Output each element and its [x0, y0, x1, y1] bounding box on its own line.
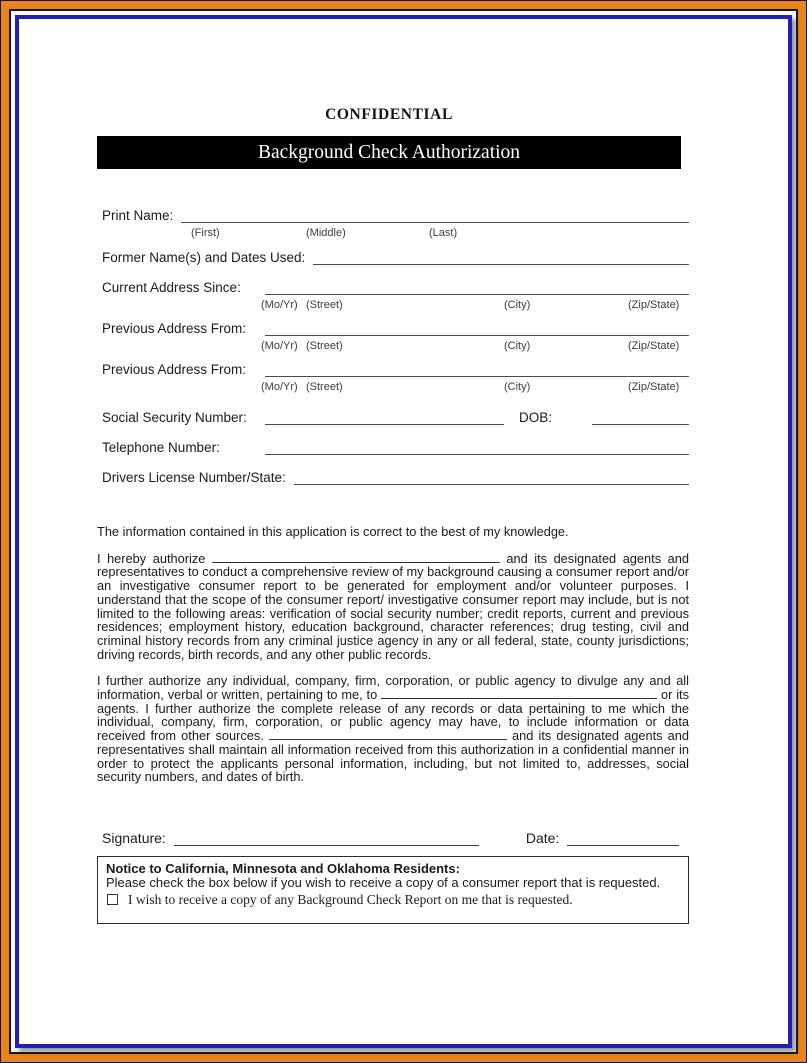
- ssn-label: Social Security Number:: [102, 410, 247, 425]
- current-address-row: [97, 278, 689, 295]
- moyr-sublabel: (Mo/Yr): [261, 340, 298, 352]
- former-names-label: Former Name(s) and Dates Used:: [102, 250, 306, 265]
- divulge-paragraph: [97, 674, 689, 784]
- authorize-intro-text: I hereby authorize: [97, 550, 206, 566]
- telephone-label: Telephone Number:: [102, 440, 220, 455]
- dob-line[interactable]: [592, 410, 689, 425]
- dob-label: DOB:: [519, 410, 553, 425]
- zipstate-sublabel: (Zip/State): [628, 340, 680, 352]
- divulge-part1-text: I further authorize any individual, company, firm, corporation, or public agency to divulge any and all information, verbal or written, pertaining to me, to: [97, 673, 689, 703]
- residents-notice-box: [97, 856, 689, 924]
- personal-info-section: [97, 206, 689, 485]
- signature-row: [97, 828, 689, 846]
- copy-request-checkbox[interactable]: [107, 894, 118, 905]
- divulge-part2-text: or its agents. I further authorize the complete release of any records or data pertaining to me which the individual, company, firm, corporation, or public agency may have, to include information or data received from other sources.: [97, 687, 689, 744]
- current-address-line[interactable]: [265, 280, 689, 295]
- ssn-dob-row: [97, 408, 689, 425]
- city-sublabel: (City): [504, 299, 531, 311]
- signature-line[interactable]: [174, 831, 479, 846]
- previous-address-line-2[interactable]: [265, 362, 689, 377]
- form-title-bar: [97, 136, 681, 169]
- street-sublabel: (Street): [306, 299, 343, 311]
- document-page: [15, 15, 792, 1048]
- city-sublabel: (City): [504, 381, 531, 393]
- city-sublabel: (City): [504, 340, 531, 352]
- current-address-sublabels: [97, 299, 689, 313]
- date-line[interactable]: [567, 831, 679, 846]
- previous-address-row-2: [97, 360, 689, 377]
- current-address-label: Current Address Since:: [102, 280, 241, 295]
- notice-instruction: Please check the box below if you wish to receive a copy of a consumer report that is requested.: [106, 874, 661, 890]
- authorization-statements: [97, 525, 689, 784]
- zipstate-sublabel: (Zip/State): [628, 381, 680, 393]
- previous-address-line-1[interactable]: [265, 321, 689, 336]
- print-name-sublabels: [97, 227, 689, 241]
- print-name-row: [97, 206, 689, 223]
- previous-address-label-2: Previous Address From:: [102, 362, 247, 377]
- print-name-label: Print Name:: [102, 208, 174, 223]
- telephone-line[interactable]: [265, 440, 689, 455]
- drivers-license-line[interactable]: [294, 470, 689, 485]
- form-content: [97, 106, 689, 924]
- moyr-sublabel: (Mo/Yr): [261, 299, 298, 311]
- accuracy-text: The information contained in this application is correct to the best of my knowledge.: [97, 524, 569, 539]
- moyr-sublabel: (Mo/Yr): [261, 381, 298, 393]
- zipstate-sublabel: (Zip/State): [628, 299, 680, 311]
- accuracy-statement: [97, 525, 689, 539]
- print-name-line[interactable]: [181, 208, 689, 223]
- last-sublabel: (Last): [429, 227, 458, 239]
- street-sublabel: (Street): [306, 340, 343, 352]
- first-sublabel: (First): [191, 227, 220, 239]
- former-names-line[interactable]: [313, 250, 689, 265]
- document-page-inner: [19, 19, 788, 1044]
- authorize-rest-text: and its designated agents and representatives to conduct a comprehensive review of my background causing a consumer report and/or an investigative consumer report to be generated for employment and/or volunteer purposes. I understand that the scope of the consumer report/ investigative consumer report may include, but is not limited to the following areas: verification of social security number; credit reports, current and previous residences; employment history, education background, character references; drug testing, civil and criminal history records from any criminal justice agency in any or all federal, state, county jurisdictions; driving records, birth records, and any other public records.: [97, 550, 689, 662]
- notice-heading: Notice to California, Minnesota and Oklahoma Residents:: [106, 860, 460, 876]
- drivers-license-label: Drivers License Number/State:: [102, 470, 286, 485]
- company-name-blank-2[interactable]: [269, 729, 507, 740]
- middle-sublabel: (Middle): [306, 227, 346, 239]
- telephone-row: [97, 438, 689, 455]
- drivers-license-row: [97, 468, 689, 485]
- copy-request-label: I wish to receive a copy of any Background Check Report on me that is requested.: [128, 892, 573, 908]
- form-title: Background Check Authorization: [257, 142, 521, 163]
- street-sublabel: (Street): [306, 381, 343, 393]
- company-name-blank[interactable]: [212, 552, 500, 563]
- signature-label: Signature:: [102, 829, 166, 846]
- previous-address-sublabels-2: [97, 381, 689, 395]
- divulge-recipient-blank[interactable]: [381, 688, 657, 699]
- ssn-line[interactable]: [265, 410, 504, 425]
- previous-address-label-1: Previous Address From:: [102, 321, 247, 336]
- copy-request-row: [106, 892, 680, 907]
- previous-address-sublabels-1: [97, 340, 689, 354]
- former-names-row: [97, 248, 689, 265]
- divulge-part3-text: and its designated agents and representatives shall maintain all information received from this authorization in a confidential manner in order to protect the applicants personal information, including, but not limited to, addresses, social security numbers, and dates of birth.: [97, 728, 689, 785]
- confidential-heading: CONFIDENTIAL: [325, 106, 453, 123]
- previous-address-row-1: [97, 319, 689, 336]
- date-label: Date:: [525, 829, 560, 846]
- decorative-inner-frame: [9, 9, 798, 1054]
- authorize-paragraph: [97, 552, 689, 662]
